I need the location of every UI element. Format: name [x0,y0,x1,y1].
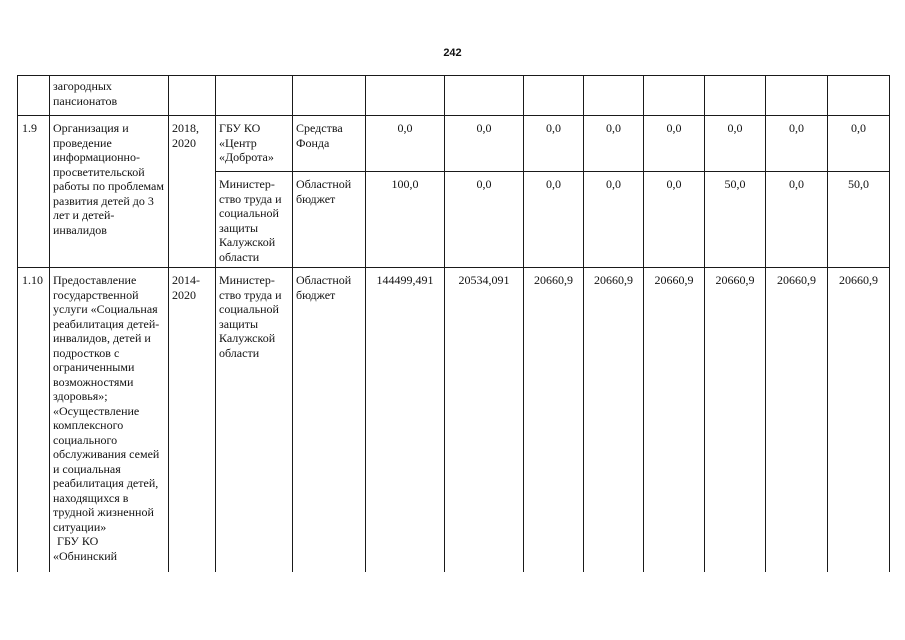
cell-executor: Министер-ство труда и социальной защиты Калужской области [216,268,293,573]
cell-value: 20534,091 [445,268,524,573]
cell-value: 0,0 [828,116,890,172]
cell-value [705,76,766,116]
cell-value: 0,0 [584,116,644,172]
cell-value: 0,0 [445,116,524,172]
cell-value: 0,0 [766,116,828,172]
row-name-text: Предоставление государственной услуги «Социальная реабилитация детей-инвалидов, детей и подростков с ограниченными возможностями здоровья»; «Осуществление комплексного социального обслуживания семей и социальная реабилитация детей, находящихся в трудной жизненной ситуации» [53,273,160,534]
cell-code: 1.9 [18,116,50,268]
cell-value: 0,0 [644,172,705,268]
cell-value: 50,0 [705,172,766,268]
cell-name: загородных пансионатов [50,76,169,116]
cell-name [50,268,169,573]
program-table [17,75,890,572]
cell-source [293,76,366,116]
cell-years: 2014-2020 [169,268,216,573]
table-row-1-10 [18,268,890,573]
cell-value [366,76,445,116]
cell-code: 1.10 [18,268,50,573]
cell-value: 0,0 [524,116,584,172]
cell-value [584,76,644,116]
cell-executor: Министер-ство труда и социальной защиты Калужской области [216,172,293,268]
cell-value [644,76,705,116]
row-name-tail-2: «Обнинский [53,548,118,563]
cell-value: 20660,9 [584,268,644,573]
cell-value: 50,0 [828,172,890,268]
cell-value [766,76,828,116]
row-name-tail-1: ГБУ КО [57,534,99,548]
cell-value: 0,0 [584,172,644,268]
cell-source: Областной бюджет [293,172,366,268]
cell-value: 0,0 [445,172,524,268]
cell-executor: ГБУ КО «Центр «Доброта» [216,116,293,172]
page-number: 242 [443,47,462,59]
cell-years [169,76,216,116]
cell-executor [216,76,293,116]
cell-value: 20660,9 [828,268,890,573]
cell-years: 2018, 2020 [169,116,216,268]
cell-value: 0,0 [644,116,705,172]
cell-name: Организация и проведение информационно-просветительской работы по проблемам развития детей до 3 лет и детей-инвалидов [50,116,169,268]
cell-value: 0,0 [766,172,828,268]
cell-code [18,76,50,116]
cell-value: 20660,9 [524,268,584,573]
cell-source: Средства Фонда [293,116,366,172]
cell-value: 144499,491 [366,268,445,573]
cell-value: 100,0 [366,172,445,268]
cell-value: 0,0 [366,116,445,172]
table-row-1-9 [18,116,890,172]
cell-value: 0,0 [705,116,766,172]
cell-value [445,76,524,116]
cell-source: Областной бюджет [293,268,366,573]
cell-value [524,76,584,116]
cell-value: 20660,9 [766,268,828,573]
cell-value: 0,0 [524,172,584,268]
cell-value [828,76,890,116]
cell-value: 20660,9 [705,268,766,573]
table-row-continuation [18,76,890,116]
cell-value: 20660,9 [644,268,705,573]
